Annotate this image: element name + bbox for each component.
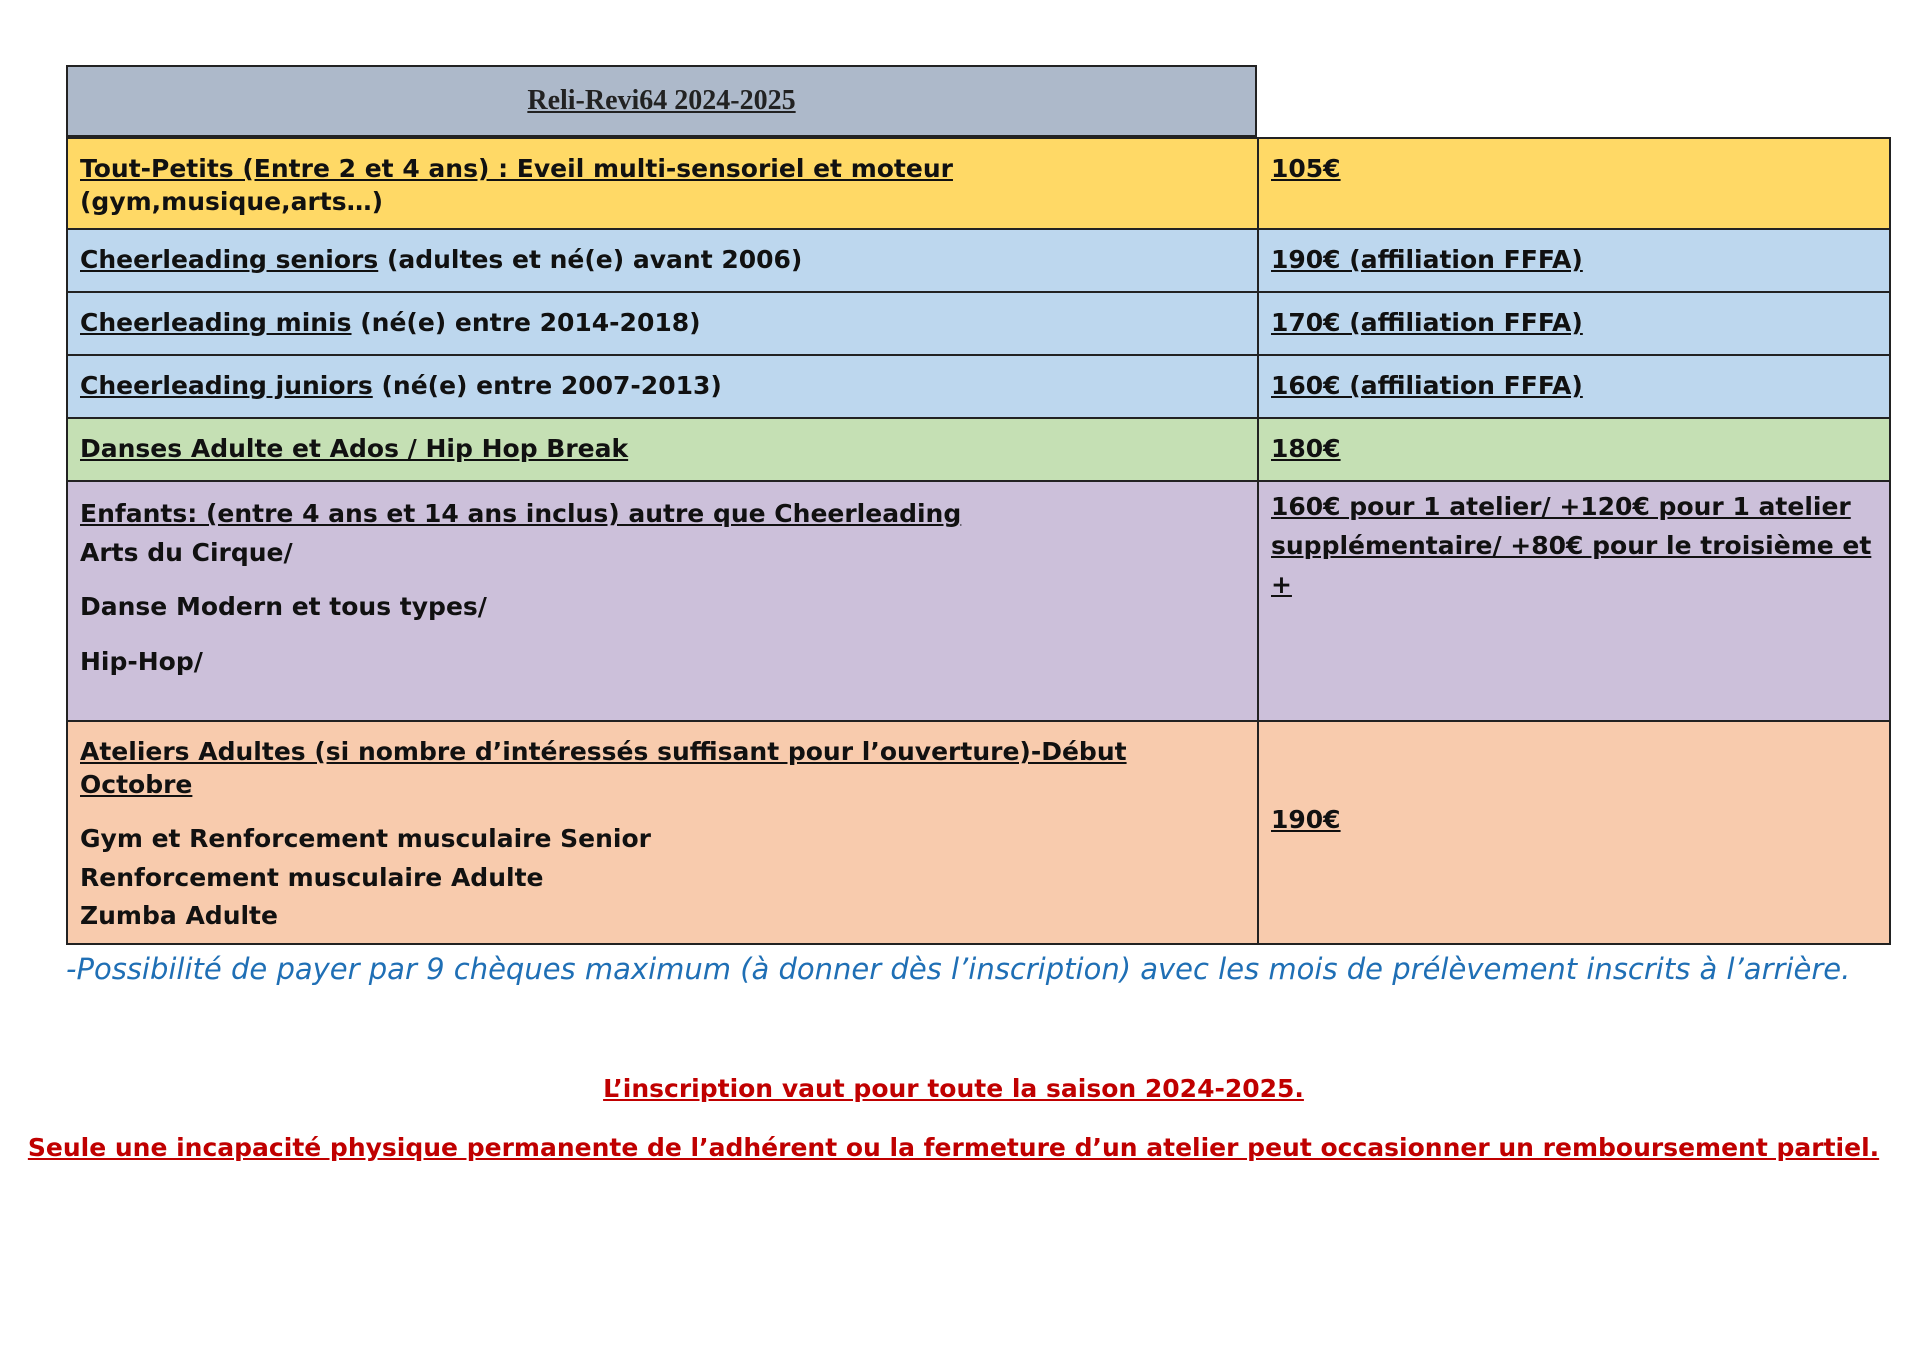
activity-item: Gym et Renforcement musculaire Senior: [80, 824, 651, 853]
activity-cell: [67, 418, 1258, 481]
table-row-enfants: [67, 481, 1890, 721]
table-row-ateliers-adultes: [67, 721, 1890, 944]
activity-detail: (né(e) entre 2007-2013): [372, 371, 722, 400]
price-value: 105€: [1271, 154, 1341, 183]
activity-cell: [67, 292, 1258, 355]
activity-item: Hip-Hop/: [80, 646, 203, 676]
price-value-line: 160€ pour 1 atelier/ +120€ pour 1 atelier: [1271, 492, 1851, 521]
activity-item: Zumba Adulte: [80, 901, 278, 930]
activity-cell: [67, 229, 1258, 292]
table-title-cell: [66, 65, 1257, 137]
activity-item: Danse Modern et tous types/: [80, 592, 487, 621]
activity-label: Ateliers Adultes (si nombre d’intéressés suffisant pour l’ouverture)-Début Octobre: [80, 737, 1127, 799]
season-warning: L’inscription vaut pour toute la saison 2024-2025.: [603, 1074, 1304, 1103]
price-value: 190€: [1271, 805, 1341, 834]
payment-note: -Possibilité de payer par 9 chèques maximum (à donner dès l’inscription) avec les mois de prélèvement inscrits à l’arrière.: [66, 952, 1851, 986]
activity-detail: (gym,musique,arts…): [80, 186, 384, 216]
activity-cell: [67, 355, 1258, 418]
price-cell: [1258, 481, 1890, 721]
activity-detail: (né(e) entre 2014-2018): [351, 308, 701, 337]
price-table: [66, 137, 1891, 945]
table-row-cheer-juniors: [67, 355, 1890, 418]
activity-label: Danses Adulte et Ados / Hip Hop Break: [80, 434, 629, 463]
table-row-tout-petits: [67, 138, 1890, 229]
activity-label: Enfants: (entre 4 ans et 14 ans inclus) autre que Cheerleading: [80, 499, 962, 528]
price-value: 170€ (affiliation FFFA): [1271, 308, 1583, 337]
table-row-cheer-seniors: [67, 229, 1890, 292]
price-cell: [1258, 355, 1890, 418]
refund-warning: Seule une incapacité physique permanente de l’adhérent ou la fermeture d’un atelier peut occasionner un remboursement partiel.: [27, 1133, 1880, 1162]
activity-cell: [67, 721, 1258, 944]
activity-label: Tout-Petits (Entre 2 et 4 ans) : Eveil multi-sensoriel et moteur: [80, 154, 953, 183]
price-cell: [1258, 418, 1890, 481]
price-value: 180€: [1271, 434, 1341, 463]
price-value-line: supplémentaire/ +80€ pour le troisième et +: [1271, 530, 1872, 599]
activity-cell: [67, 481, 1258, 721]
activity-item: Arts du Cirque/: [80, 537, 293, 567]
price-cell: [1258, 229, 1890, 292]
price-cell: [1258, 721, 1890, 944]
activity-item: Renforcement musculaire Adulte: [80, 862, 544, 892]
price-value: 190€ (affiliation FFFA): [1271, 245, 1583, 274]
price-cell: [1258, 138, 1890, 229]
activity-label: Cheerleading juniors: [80, 371, 373, 400]
table-row-danses: [67, 418, 1890, 481]
activity-label: Cheerleading seniors: [80, 245, 379, 274]
activity-label: Cheerleading minis: [80, 308, 352, 337]
table-title: Reli-Revi64 2024-2025: [527, 85, 796, 116]
activity-cell: [67, 138, 1258, 229]
table-row-cheer-minis: [67, 292, 1890, 355]
activity-detail: (adultes et né(e) avant 2006): [378, 245, 803, 274]
price-value: 160€ (affiliation FFFA): [1271, 371, 1583, 400]
price-cell: [1258, 292, 1890, 355]
